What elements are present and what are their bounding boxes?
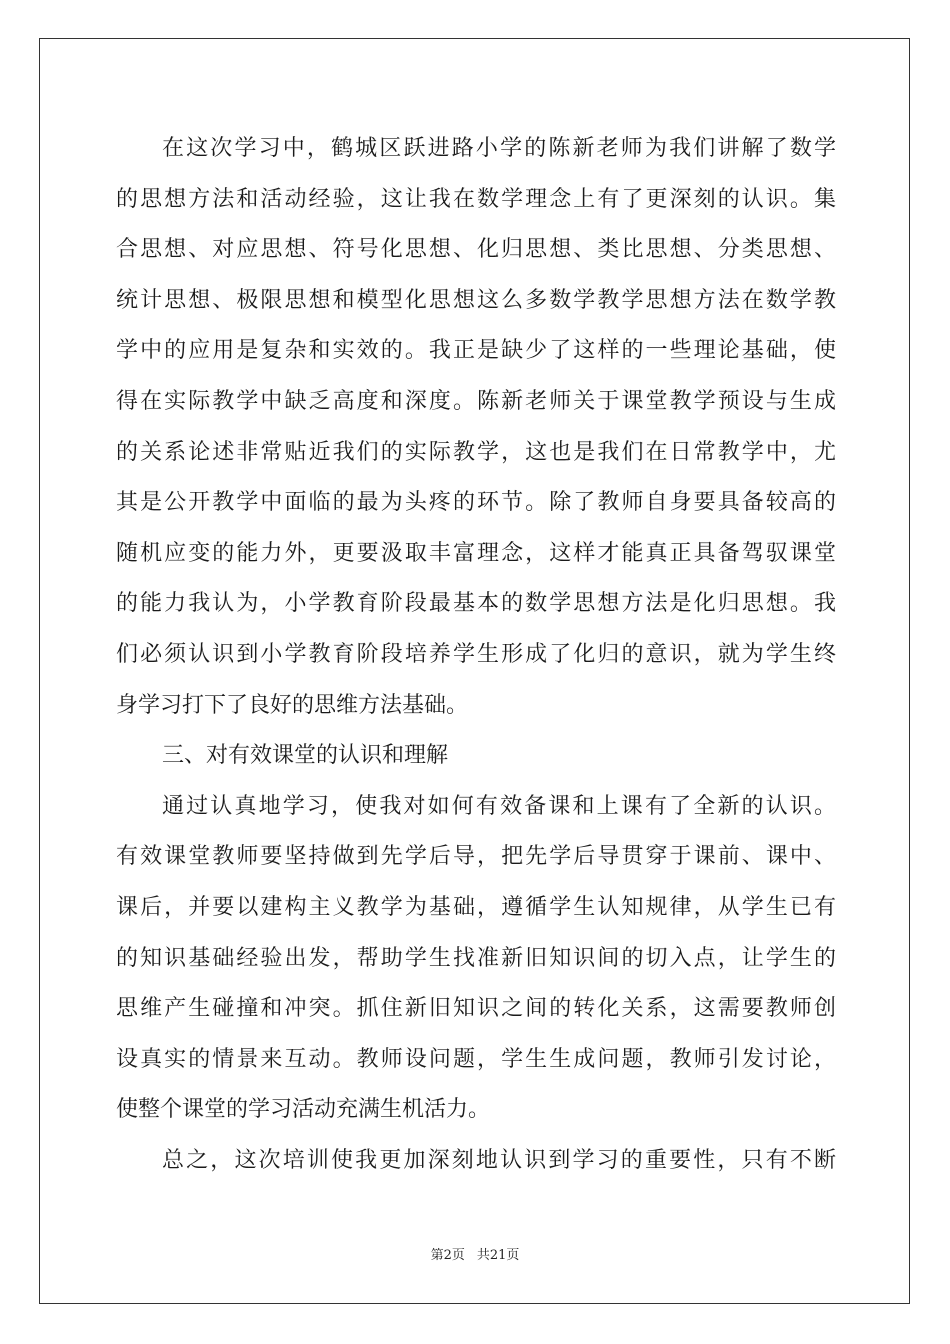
text-line: 其是公开教学中面临的最为头疼的环节。除了教师自身要具备较高的 [116,490,836,516]
document-body [116,124,836,1186]
text-line: 的思想方法和活动经验，这让我在数学理念上有了更深刻的认识。集 [116,186,836,212]
text-line: 合思想、对应思想、符号化思想、化归思想、类比思想、分类思想、 [116,237,836,263]
text-line: 身学习打下了良好的思维方法基础。 [116,692,469,718]
text-line: 学中的应用是复杂和实效的。我正是缺少了这样的一些理论基础，使 [116,338,836,364]
text-line: 课后，并要以建构主义教学为基础，遵循学生认知规律，从学生已有 [116,894,836,920]
text-line: 通过认真地学习，使我对如何有效备课和上课有了全新的认识。 [162,793,836,819]
text-line: 使整个课堂的学习活动充满生机活力。 [116,1097,491,1123]
text-line: 的关系论述非常贴近我们的实际教学，这也是我们在日常教学中，尤 [116,439,836,465]
text-line: 总之，这次培训使我更加深刻地认识到学习的重要性，只有不断 [162,1147,836,1173]
text-line: 有效课堂教师要坚持做到先学后导，把先学后导贯穿于课前、课中、 [116,844,836,870]
text-line: 的知识基础经验出发，帮助学生找准新旧知识间的切入点，让学生的 [116,945,836,971]
text-line: 随机应变的能力外，更要汲取丰富理念，这样才能真正具备驾驭课堂 [116,540,836,566]
page-number: 第2页 [430,1248,465,1263]
section-heading: 三、对有效课堂的认识和理解 [162,743,449,769]
text-line: 得在实际教学中缺乏高度和深度。陈新老师关于课堂教学预设与生成 [116,388,836,414]
text-line: 思维产生碰撞和冲突。抓住新旧知识之间的转化关系，这需要教师创 [116,996,836,1022]
text-line: 设真实的情景来互动。教师设问题，学生生成问题，教师引发讨论， [116,1046,836,1072]
text-line: 们必须认识到小学教育阶段培养学生形成了化归的意识，就为学生终 [116,641,836,667]
text-line: 在这次学习中，鹤城区跃进路小学的陈新老师为我们讲解了数学 [162,136,836,161]
text-line: 统计思想、极限思想和模型化思想这么多数学教学思想方法在数学教 [116,287,836,313]
page-total: 共21页 [476,1248,520,1263]
page-footer [0,1244,950,1263]
text-line: 的能力我认为，小学教育阶段最基本的数学思想方法是化归思想。我 [116,591,836,617]
